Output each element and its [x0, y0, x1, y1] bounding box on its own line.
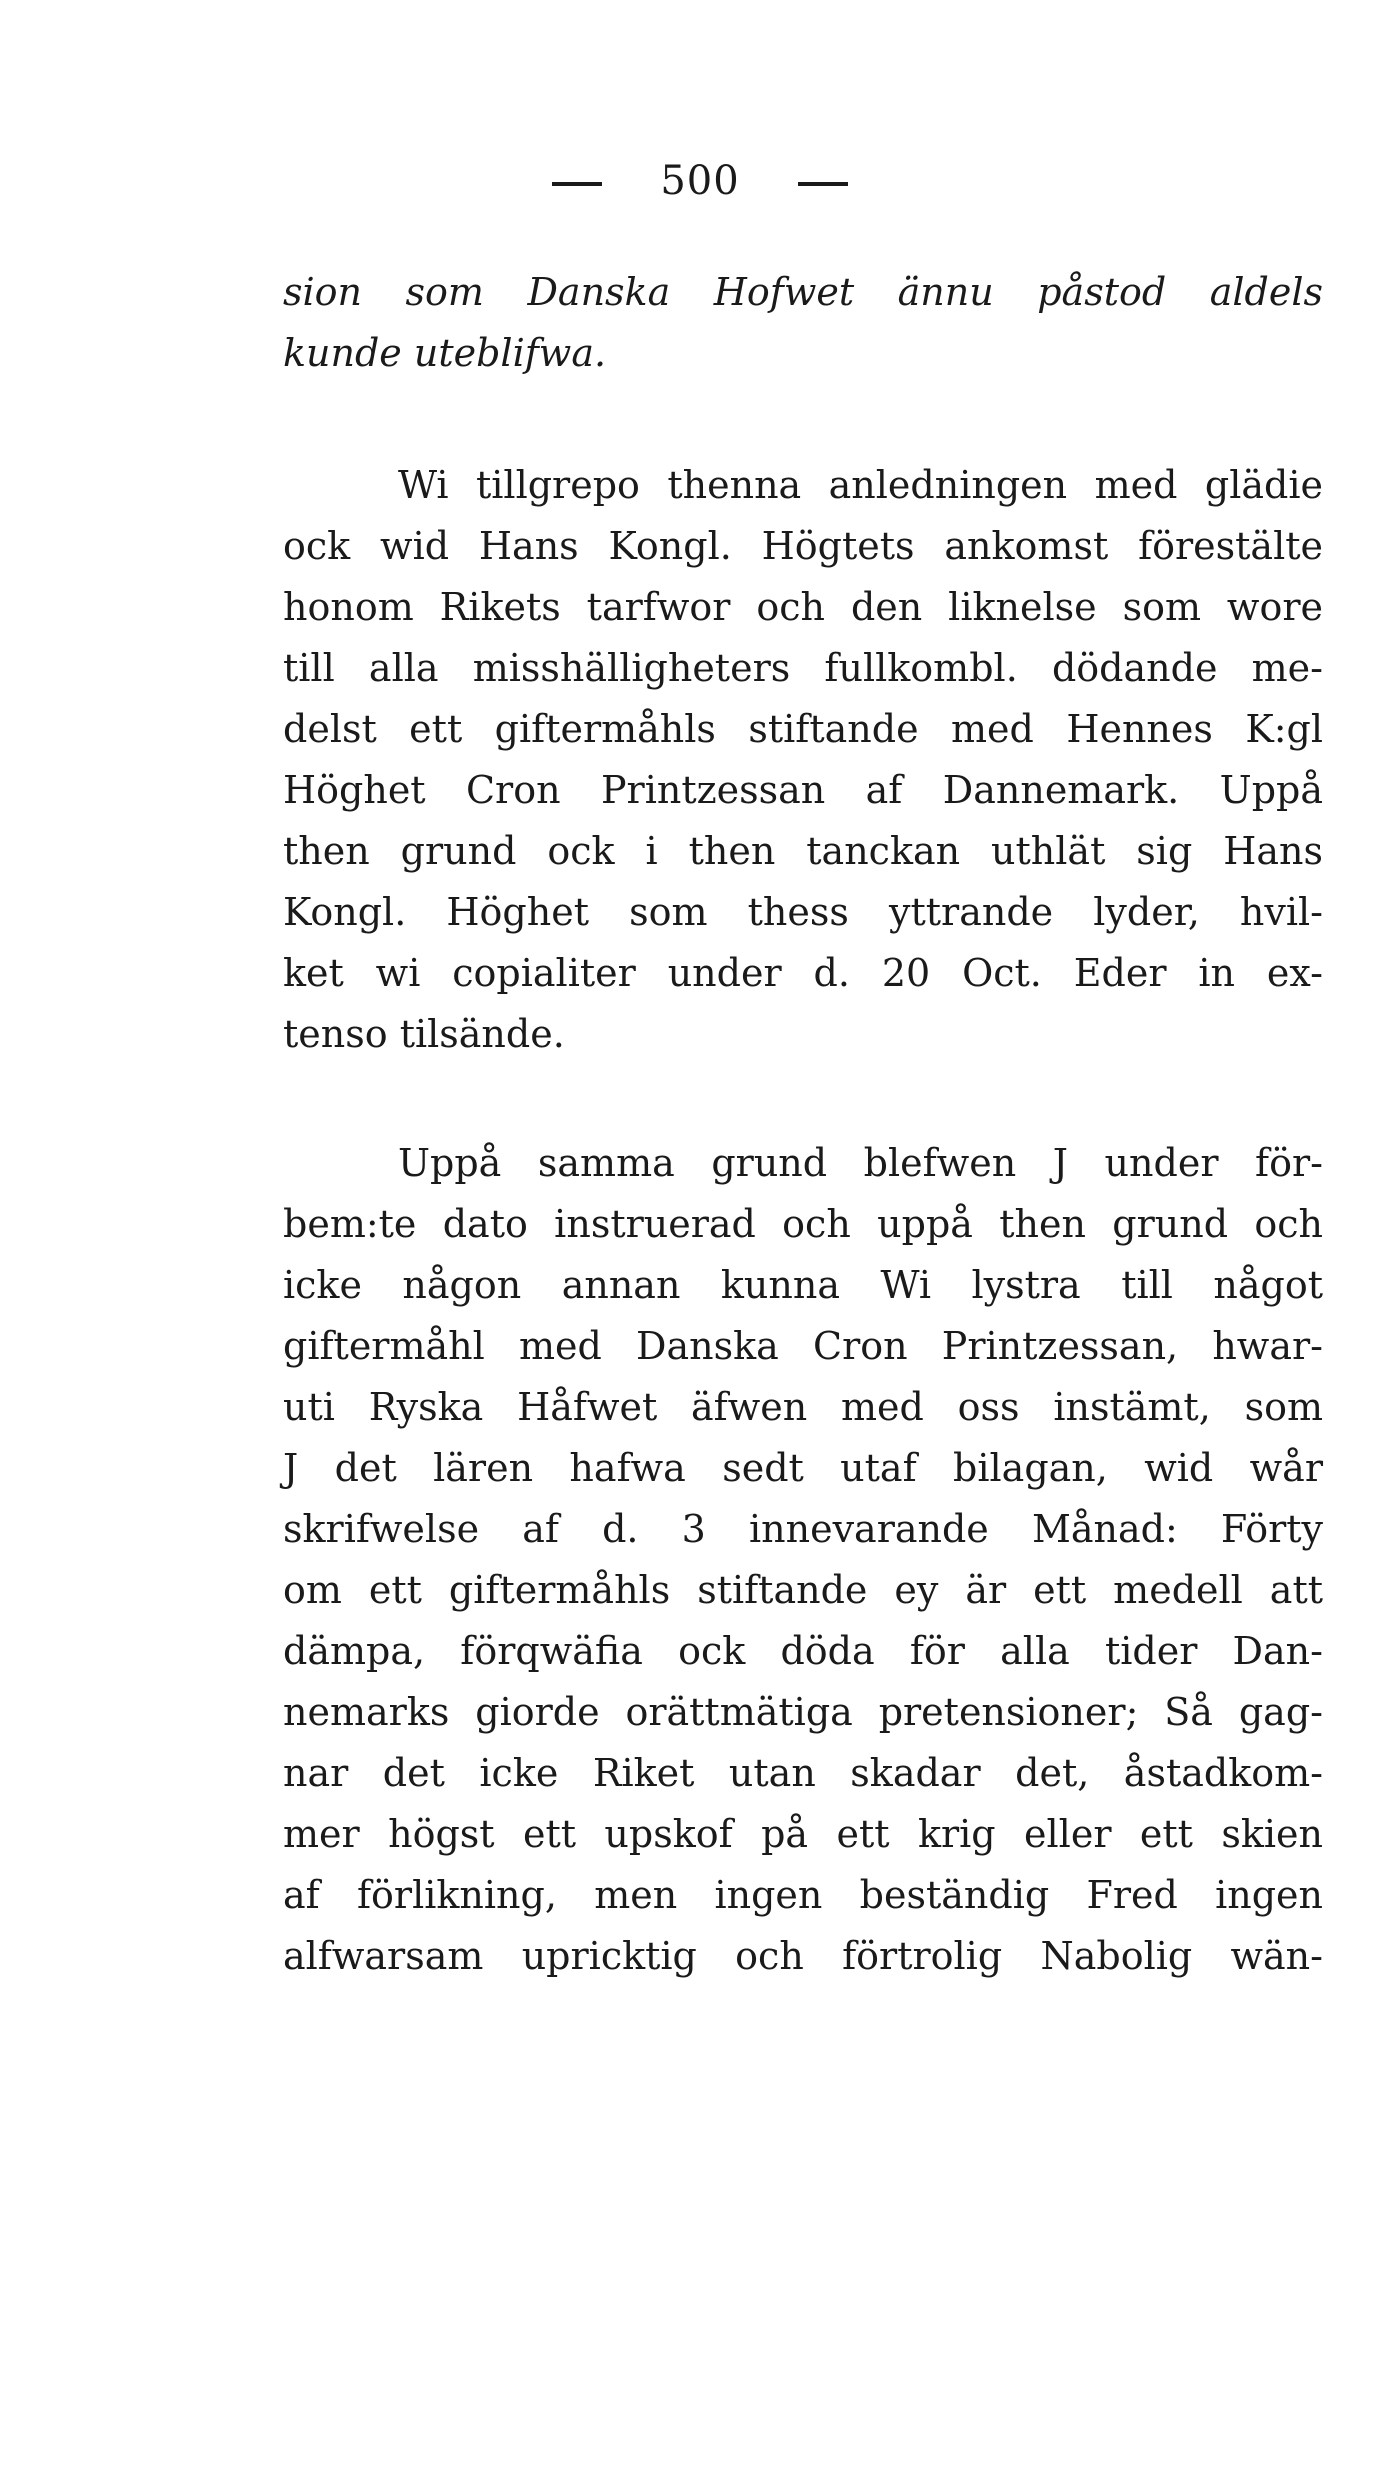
page-header — [0, 158, 1400, 204]
paragraph — [283, 1133, 1323, 1987]
text-line: om ett giftermåhls stiftande ey är ett medell att — [283, 1568, 1323, 1612]
text-line: mer högst ett upskof på ett krig eller ett skien — [283, 1812, 1323, 1856]
text-line: bem:te dato instruerad och uppå then grund och — [283, 1202, 1323, 1246]
text-line: delst ett giftermåhls stiftande med Hennes K:gl — [283, 707, 1323, 751]
header-dash-right — [798, 182, 848, 186]
text-line: skrifwelse af d. 3 innevarande Månad: Förty — [283, 1507, 1323, 1551]
text-line: alfwarsam upricktig och förtrolig Nabolig wän- — [283, 1934, 1323, 1978]
text-line: af förlikning, men ingen beständig Fred ingen — [283, 1873, 1323, 1917]
text-line: nemarks giorde orättmätiga pretensioner; Så gag- — [283, 1690, 1323, 1734]
text-line: ket wi copialiter under d. 20 Oct. Eder in ex- — [283, 951, 1323, 995]
text-line: tenso tilsände. — [283, 1012, 565, 1056]
text-line: dämpa, förqwäfia ock döda för alla tider Dan- — [283, 1629, 1323, 1673]
text-line: uti Ryska Håfwet äfwen med oss instämt, som — [283, 1385, 1323, 1429]
paragraph-continuation — [283, 262, 1323, 384]
text-line: Höghet Cron Printzessan af Dannemark. Uppå — [283, 768, 1323, 812]
text-line: sion som Danska Hofwet ännu påstod aldels — [283, 270, 1323, 314]
paragraph — [283, 455, 1323, 1065]
text-line: till alla misshälligheters fullkombl. dödande me- — [283, 646, 1323, 690]
text-line: Uppå samma grund blefwen J under för- — [398, 1141, 1323, 1185]
page-number: 500 — [660, 158, 740, 204]
text-line: then grund ock i then tanckan uthlät sig Hans — [283, 829, 1323, 873]
text-line: giftermåhl med Danska Cron Printzessan, hwar- — [283, 1324, 1323, 1368]
text-line: Wi tillgrepo thenna anledningen med glädie — [398, 463, 1323, 507]
text-line: Kongl. Höghet som thess yttrande lyder, hvil- — [283, 890, 1323, 934]
text-line: honom Rikets tarfwor och den liknelse som wore — [283, 585, 1323, 629]
text-line: kunde uteblifwa. — [283, 331, 607, 375]
text-line: icke någon annan kunna Wi lystra till något — [283, 1263, 1323, 1307]
header-dash-left — [552, 182, 602, 186]
text-line: ock wid Hans Kongl. Högtets ankomst förestälte — [283, 524, 1323, 568]
text-line: nar det icke Riket utan skadar det, åstadkom- — [283, 1751, 1323, 1795]
text-line: J det lären hafwa sedt utaf bilagan, wid wår — [283, 1446, 1323, 1490]
